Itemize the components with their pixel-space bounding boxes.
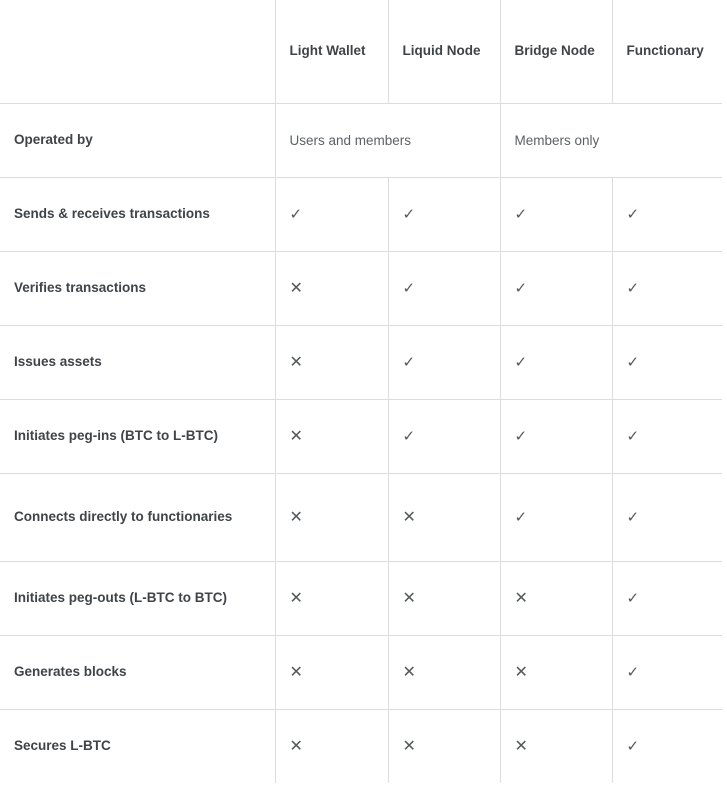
table-row <box>0 635 722 709</box>
check-mark-cell <box>388 177 500 251</box>
row-value-cell: Members only <box>500 103 722 177</box>
check-icon: ✓ <box>626 279 640 297</box>
cross-mark-cell <box>388 635 500 709</box>
cross-mark-cell <box>275 325 388 399</box>
table-row <box>0 709 722 783</box>
cross-icon: ✕ <box>402 737 416 755</box>
check-icon: ✓ <box>514 279 528 297</box>
cross-icon: ✕ <box>402 589 416 607</box>
check-icon: ✓ <box>626 663 640 681</box>
header-cell-feature <box>0 0 275 103</box>
check-icon: ✓ <box>626 589 640 607</box>
check-mark-cell <box>612 177 722 251</box>
row-feature-label: Operated by <box>0 103 275 177</box>
check-icon: ✓ <box>402 279 416 297</box>
table-header <box>0 0 722 103</box>
cross-mark-cell <box>388 709 500 783</box>
header-row <box>0 0 722 103</box>
check-mark-cell <box>500 325 612 399</box>
table-row <box>0 473 722 561</box>
header-cell-light-wallet: Light Wallet <box>275 0 388 103</box>
header-cell-bridge-node: Bridge Node <box>500 0 612 103</box>
check-icon: ✓ <box>402 427 416 445</box>
cross-mark-cell <box>275 709 388 783</box>
check-icon: ✓ <box>514 353 528 371</box>
check-mark-cell <box>388 325 500 399</box>
check-icon: ✓ <box>402 205 416 223</box>
cross-icon: ✕ <box>402 508 416 526</box>
cross-icon: ✕ <box>402 663 416 681</box>
cross-icon: ✕ <box>514 663 528 681</box>
check-mark-cell <box>388 251 500 325</box>
cross-mark-cell <box>500 561 612 635</box>
row-feature-label: Initiates peg-outs (L-BTC to BTC) <box>0 561 275 635</box>
cross-icon: ✕ <box>289 353 303 371</box>
table-row <box>0 103 722 177</box>
check-icon: ✓ <box>626 353 640 371</box>
check-mark-cell <box>275 177 388 251</box>
cross-mark-cell <box>275 561 388 635</box>
check-mark-cell <box>612 251 722 325</box>
check-icon: ✓ <box>626 737 640 755</box>
cross-icon: ✕ <box>289 427 303 445</box>
check-mark-cell <box>612 473 722 561</box>
table-row <box>0 399 722 473</box>
cross-icon: ✕ <box>289 737 303 755</box>
table-body <box>0 103 722 783</box>
check-mark-cell <box>500 251 612 325</box>
cross-mark-cell <box>275 635 388 709</box>
check-icon: ✓ <box>514 427 528 445</box>
cross-mark-cell <box>500 709 612 783</box>
row-feature-label: Initiates peg-ins (BTC to L-BTC) <box>0 399 275 473</box>
row-feature-label: Connects directly to functionaries <box>0 473 275 561</box>
check-mark-cell <box>500 473 612 561</box>
row-feature-label: Issues assets <box>0 325 275 399</box>
row-feature-label: Verifies transactions <box>0 251 275 325</box>
cross-icon: ✕ <box>289 663 303 681</box>
cross-icon: ✕ <box>289 508 303 526</box>
check-mark-cell <box>388 399 500 473</box>
check-icon: ✓ <box>626 427 640 445</box>
check-icon: ✓ <box>514 508 528 526</box>
cross-mark-cell <box>388 561 500 635</box>
check-mark-cell <box>500 177 612 251</box>
cross-icon: ✕ <box>289 589 303 607</box>
row-feature-label: Sends & receives transactions <box>0 177 275 251</box>
cross-icon: ✕ <box>514 589 528 607</box>
check-mark-cell <box>500 399 612 473</box>
table-row <box>0 177 722 251</box>
header-cell-functionary: Functionary <box>612 0 722 103</box>
check-icon: ✓ <box>402 353 416 371</box>
row-feature-label: Generates blocks <box>0 635 275 709</box>
cross-mark-cell <box>388 473 500 561</box>
table-row <box>0 561 722 635</box>
row-feature-label: Secures L-BTC <box>0 709 275 783</box>
check-icon: ✓ <box>289 205 303 223</box>
check-icon: ✓ <box>514 205 528 223</box>
header-cell-liquid-node: Liquid Node <box>388 0 500 103</box>
table-row <box>0 251 722 325</box>
cross-icon: ✕ <box>514 737 528 755</box>
check-mark-cell <box>612 325 722 399</box>
check-mark-cell <box>612 399 722 473</box>
check-mark-cell <box>612 635 722 709</box>
cross-icon: ✕ <box>289 279 303 297</box>
cross-mark-cell <box>275 399 388 473</box>
check-icon: ✓ <box>626 508 640 526</box>
cross-mark-cell <box>275 473 388 561</box>
check-mark-cell <box>612 709 722 783</box>
check-mark-cell <box>612 561 722 635</box>
table-row <box>0 325 722 399</box>
check-icon: ✓ <box>626 205 640 223</box>
row-value-cell: Users and members <box>275 103 500 177</box>
cross-mark-cell <box>500 635 612 709</box>
cross-mark-cell <box>275 251 388 325</box>
